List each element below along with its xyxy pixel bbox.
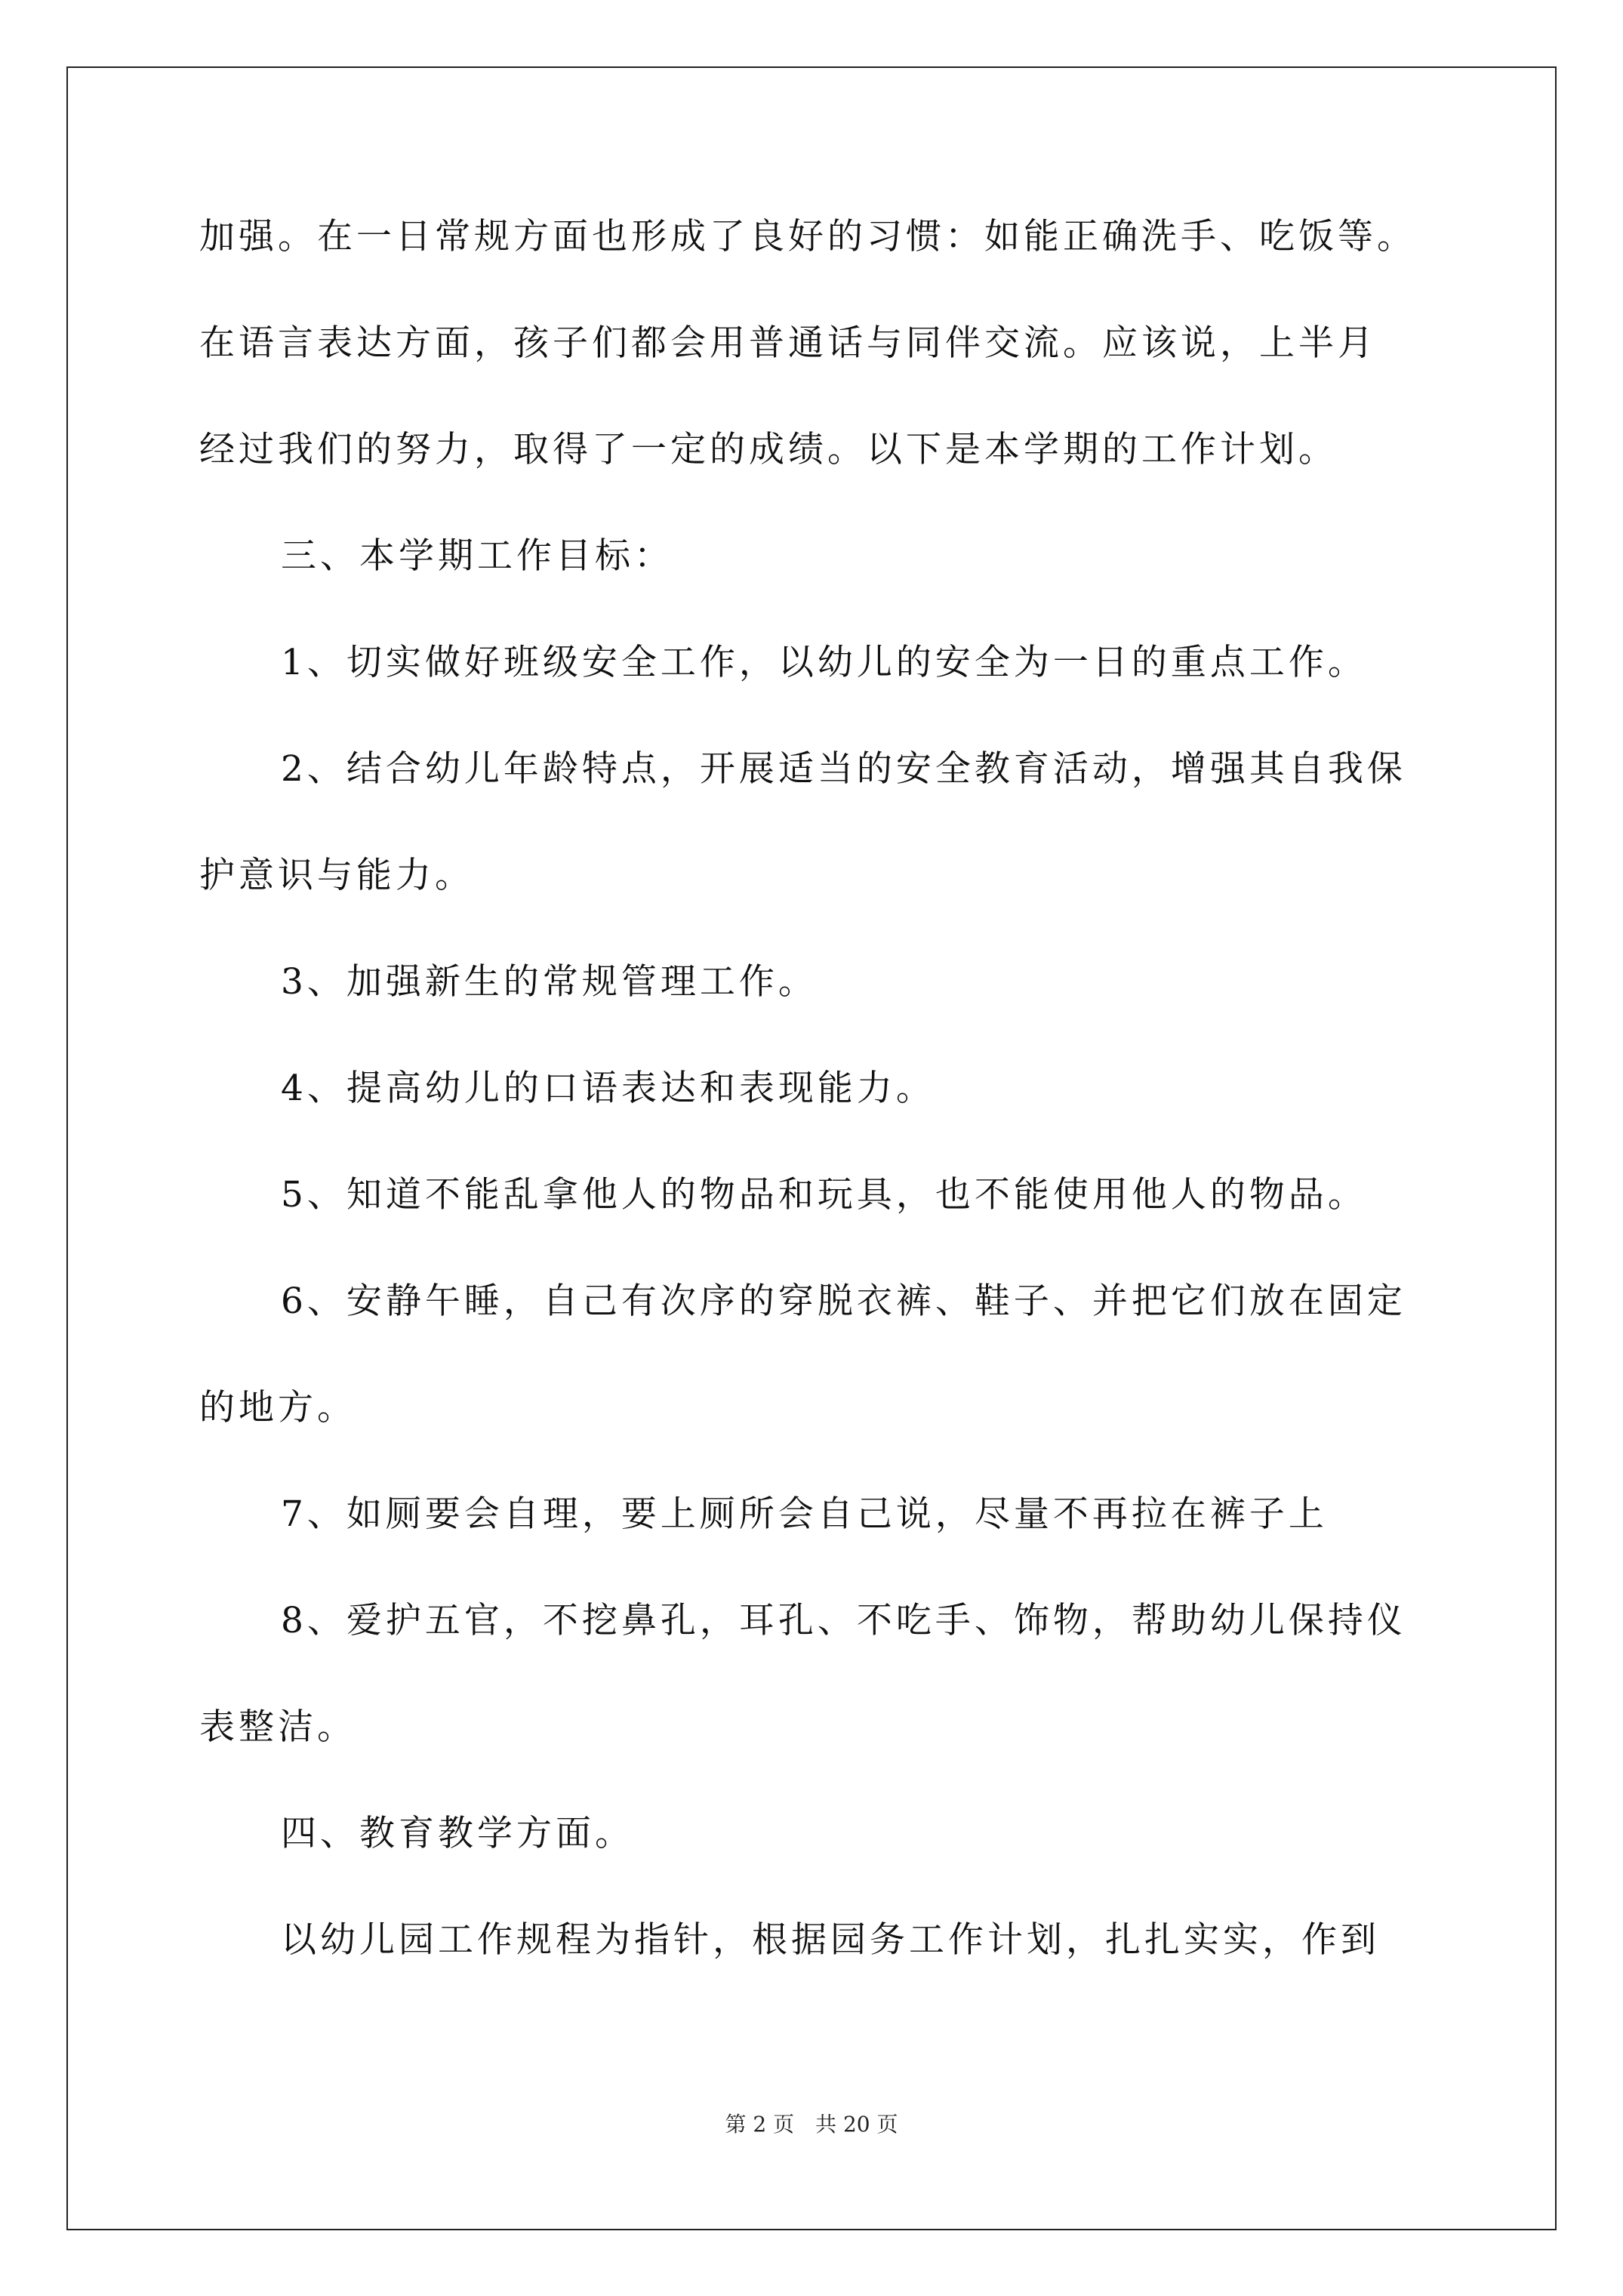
list-item: 1、切实做好班级安全工作，以幼儿的安全为一日的重点工作。 [281, 642, 1367, 683]
text-line: 经过我们的努力，取得了一定的成绩。以下是本学期的工作计划。 [199, 429, 1338, 470]
list-item: 2、结合幼儿年龄特点，开展适当的安全教育活动，增强其自我保 [281, 748, 1406, 790]
list-item: 7、如厕要会自理，要上厕所会自己说，尽量不再拉在裤子上 [281, 1493, 1328, 1535]
list-item: 5、知道不能乱拿他人的物品和玩具，也不能使用他人的物品。 [281, 1174, 1367, 1216]
list-item: 3、加强新生的常规管理工作。 [281, 961, 818, 1003]
list-item: 4、提高幼儿的口语表达和表现能力。 [281, 1068, 935, 1109]
page-number: 第 2 页 共 20 页 [725, 2112, 898, 2137]
text-line: 的地方。 [199, 1387, 356, 1428]
list-item: 6、安静午睡，自己有次序的穿脱衣裤、鞋子、并把它们放在固定 [281, 1281, 1406, 1322]
text-line: 护意识与能力。 [199, 855, 474, 896]
section-heading: 四、教育教学方面。 [281, 1813, 634, 1854]
text-line: 加强。在一日常规方面也形成了良好的习惯：如能正确洗手、吃饭等。 [199, 216, 1416, 257]
text-line: 在语言表达方面，孩子们都会用普通话与同伴交流。应该说，上半月 [199, 322, 1377, 364]
text-line: 以幼儿园工作规程为指针，根据园务工作计划，扎扎实实，作到 [281, 1919, 1380, 1961]
text-line: 表整洁。 [199, 1706, 356, 1748]
section-heading: 三、本学期工作目标： [281, 535, 673, 577]
page-border [66, 66, 1557, 2230]
list-item: 8、爱护五官，不挖鼻孔，耳孔、不吃手、饰物，帮助幼儿保持仪 [281, 1600, 1406, 1641]
